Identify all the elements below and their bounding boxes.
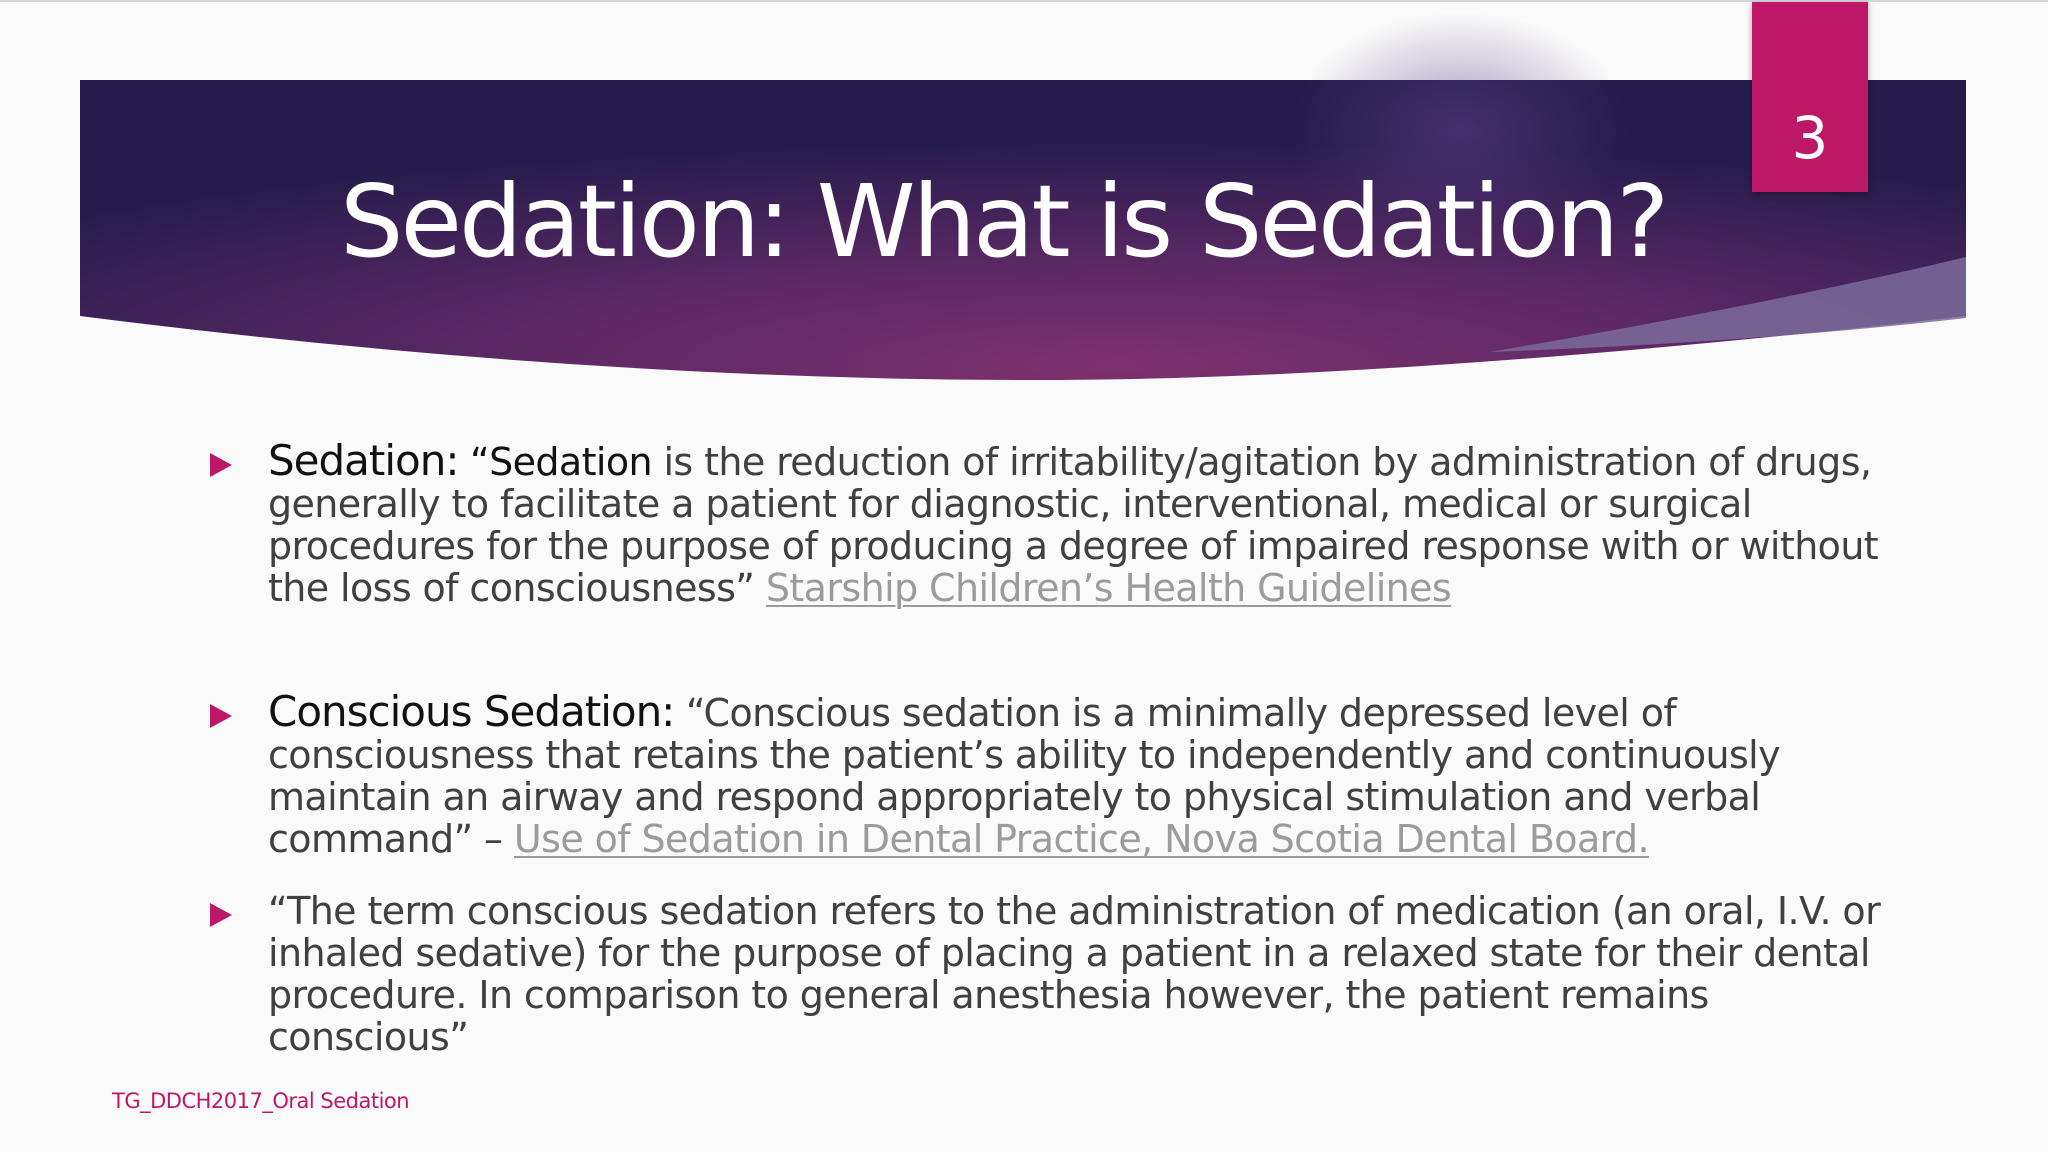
bullet-sedation [210, 436, 1910, 610]
triangle-right-icon [210, 453, 232, 477]
triangle-right-icon [210, 704, 232, 728]
bullet-quote-open: “Sedation [469, 440, 652, 484]
bullet-text: “Conscious sedation is a minimally depressed level of consciousness that retains the patient’s ability to independently and continuously maintain an airway and respond appropriately to physical stimulation and verbal command” – [268, 691, 1780, 861]
bullet-conscious-sedation [210, 687, 1910, 861]
bullet-term: Sedation: [268, 436, 459, 485]
page-number: 3 [1791, 104, 1829, 172]
triangle-right-icon [210, 903, 232, 927]
page-number-tab [1752, 2, 1868, 192]
bullet-text: “The term conscious sedation refers to the administration of medication (an oral, I.V. or inhaled sedative) for the purpose of placing a patient in a relaxed state for their dental procedure. In comparison to general anesthesia however, the patient remains conscious” [268, 889, 1881, 1059]
slide [0, 2, 2048, 1152]
bullet-conscious-sedation-definition [210, 890, 1910, 1058]
bullet-term: Conscious Sedation: [268, 687, 675, 736]
slide-footer: TG_DDCH2017_Oral Sedation [112, 1089, 410, 1113]
source-link-starship[interactable]: Starship Children’s Health Guidelines [765, 566, 1452, 610]
bullet-text: is the reduction of irritability/agitation by administration of drugs, generally to facilitate a patient for diagnostic, interventional, medical or surgical procedures for the purpose of producing a degree of impaired response with or without the loss of consciousness” [268, 440, 1879, 610]
source-link-nova-scotia[interactable]: Use of Sedation in Dental Practice, Nova Scotia Dental Board. [513, 817, 1649, 861]
slide-title: Sedation: What is Sedation? [340, 163, 1667, 280]
bullet-list [210, 436, 1910, 1059]
